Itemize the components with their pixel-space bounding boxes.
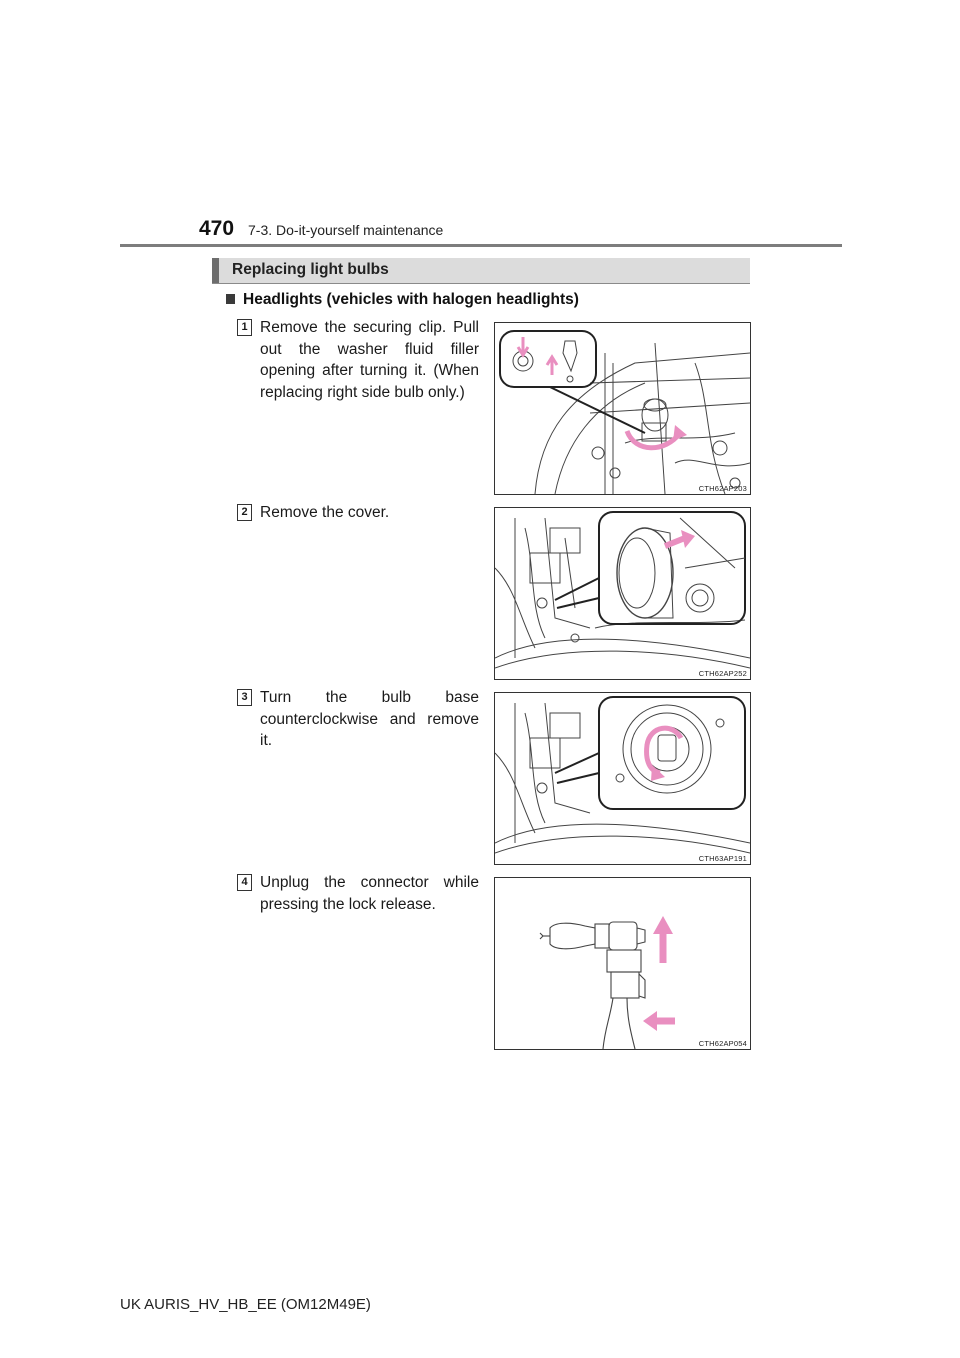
step-number-2: 2 [237,504,252,521]
section-title: Replacing light bulbs [232,261,389,278]
figure-code: CTH62AP252 [698,669,747,678]
figure-connector [494,877,751,1050]
chapter-title: 7-3. Do-it-yourself maintenance [248,222,444,238]
figure-headlight-cover [494,507,751,680]
headlight-cover-illustration [495,508,750,679]
step-text-3: Turn the bulb base counterclockwise and remove it. [260,689,479,749]
figure-code: CTH62AP203 [698,484,747,493]
step-text-1: Remove the securing clip. Pull out the washer fluid filler opening after turning it. (When replacing right side bulb only.) [260,319,479,401]
washer-filler-illustration [495,323,750,494]
step-text-2: Remove the cover. [260,504,390,521]
page-number: 470 [199,217,235,240]
document-footer: UK AURIS_HV_HB_EE (OM12M49E) [120,1296,371,1313]
step-number-3: 3 [237,689,252,706]
square-bullet-icon [226,294,235,304]
subsection-heading [226,291,579,309]
step-text-4: Unplug the connector while pressing the lock release. [260,874,479,913]
header-divider [120,244,842,247]
bulb-base-illustration [495,693,750,864]
figure-code: CTH63AP191 [698,854,747,863]
connector-illustration [495,878,750,1049]
figure-washer-filler [494,322,751,495]
section-accent [212,258,219,283]
section-underline [212,283,750,284]
section-heading-bar [212,258,750,283]
step-number-1: 1 [237,319,252,336]
step-number-4: 4 [237,874,252,891]
figure-bulb-base [494,692,751,865]
figure-code: CTH62AP054 [698,1039,747,1048]
subsection-title: Headlights (vehicles with halogen headlights) [243,291,579,308]
